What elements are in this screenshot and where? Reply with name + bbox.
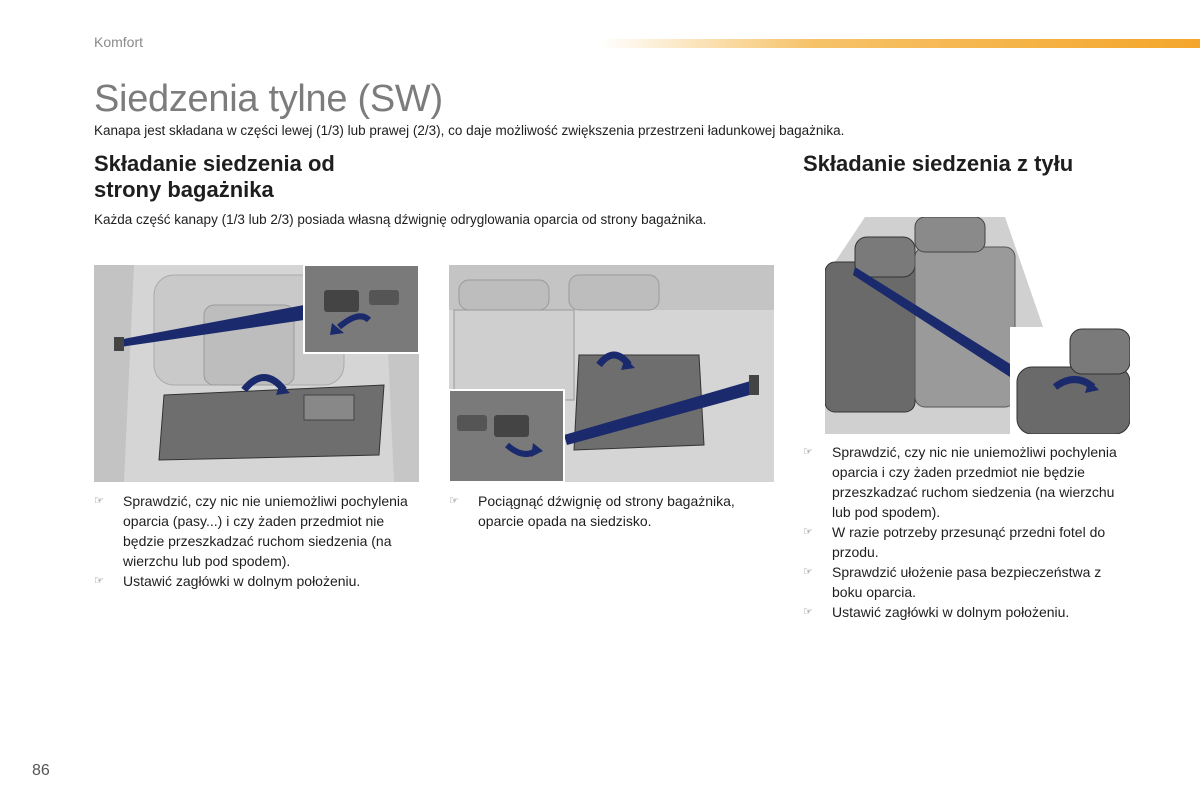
trunk-steps-list (94, 491, 414, 591)
pointing-hand-icon: ☞ (803, 526, 813, 538)
pointing-hand-icon: ☞ (803, 446, 813, 458)
page-number: 86 (32, 762, 50, 779)
trunk-view-illustration (94, 265, 419, 482)
intro-text: Kanapa jest składana w części lewej (1/3) lub prawej (2/3), co daje możliwość zwiększenia przestrzeni ładunkowej bagażnika. (94, 123, 845, 138)
pointing-hand-icon: ☞ (803, 566, 813, 578)
heading-trunk-folding-line2: strony bagażnika (94, 177, 274, 202)
rear-seat-folding-illustration (825, 217, 1130, 434)
pointing-hand-icon: ☞ (449, 495, 459, 507)
list-item: ☞ Sprawdzić, czy nic nie uniemożliwi pochylenia oparcia i czy żaden przedmiot nie będzie przeszkadzać ruchom siedzenia (na wierzchu lub pod spodem). (803, 444, 1117, 520)
list-item: ☞ Pociągnąć dźwignię od strony bagażnika, oparcie opada na siedzisko. (449, 493, 735, 529)
section-label: Komfort (94, 34, 144, 50)
heading-trunk-folding-line1: Składanie siedzenia od (94, 151, 335, 176)
pointing-hand-icon: ☞ (94, 495, 104, 507)
lever-pull-illustration (449, 265, 774, 482)
list-item: ☞ W razie potrzeby przesunąć przedni fotel do przodu. (803, 524, 1106, 560)
list-item: ☞ Ustawić zagłówki w dolnym położeniu. (803, 604, 1070, 620)
list-item: ☞ Sprawdzić, czy nic nie uniemożliwi pochylenia oparcia (pasy...) i czy żaden przedmiot nie będzie przeszkadzać ruchom siedzenia (na wierzchu lub pod spodem). (94, 493, 408, 569)
header-accent-bar (600, 39, 1200, 48)
heading-trunk-folding (94, 151, 414, 203)
rear-steps-list (803, 442, 1133, 622)
list-item: ☞ Ustawić zagłówki w dolnym położeniu. (94, 573, 361, 589)
lever-description: Każda część kanapy (1/3 lub 2/3) posiada własną dźwignię odryglowania oparcia od strony bagażnika. (94, 212, 707, 227)
heading-rear-folding: Składanie siedzenia z tyłu (803, 151, 1074, 176)
list-item: ☞ Sprawdzić ułożenie pasa bezpieczeństwa z boku oparcia. (803, 564, 1102, 600)
pointing-hand-icon: ☞ (94, 575, 104, 587)
pointing-hand-icon: ☞ (803, 606, 813, 618)
page-title: Siedzenia tylne (SW) (94, 78, 443, 120)
lever-steps-list (449, 491, 774, 531)
